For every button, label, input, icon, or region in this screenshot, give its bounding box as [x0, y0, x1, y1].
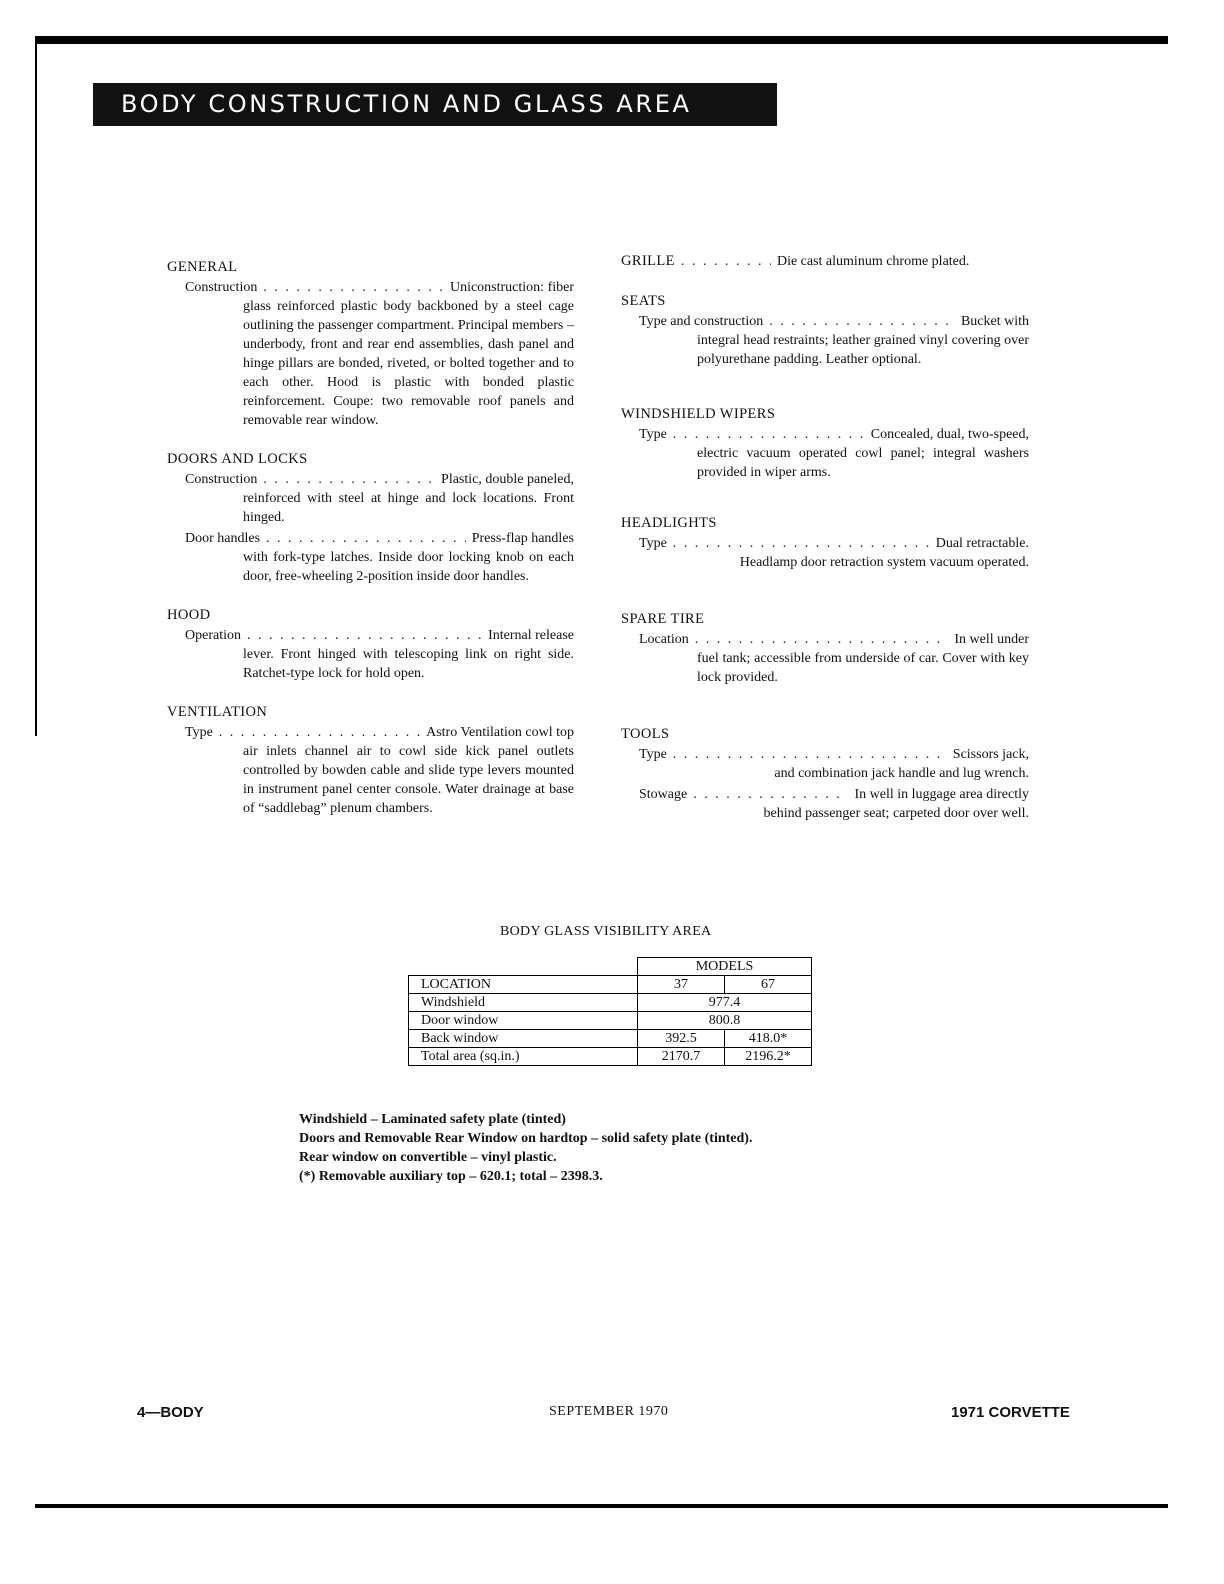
leader-dots [219, 723, 420, 742]
note-line: Doors and Removable Rear Window on hardtop – solid safety plate (tinted). [299, 1131, 753, 1146]
spec-value: Uniconstruction: fiber [449, 280, 574, 295]
spec-entry [639, 785, 1029, 823]
section-title: DOORS AND LOCKS [167, 451, 308, 467]
section-title: TOOLS [621, 726, 670, 742]
table-row [409, 1048, 812, 1066]
leader-dots [693, 785, 848, 804]
table-cell: 2196.2* [725, 1048, 812, 1066]
section-title: HOOD [167, 607, 211, 623]
footer-date: SEPTEMBER 1970 [549, 1404, 669, 1419]
spec-text: electric vacuum operated cowl panel; integral washers provided in wiper arms. [697, 446, 1029, 480]
leader-dots [673, 425, 865, 444]
table-cell: 418.0* [725, 1030, 812, 1048]
table-cell: 392.5 [638, 1030, 725, 1048]
glass-area-table [408, 957, 812, 1066]
spec-entry [639, 630, 1029, 687]
section-doors-locks [167, 450, 574, 586]
spec-entry [185, 723, 574, 818]
spec-text: integral head restraints; leather grained vinyl covering over polyurethane padding. Leather optional. [697, 333, 1029, 367]
footer-model: 1971 CORVETTE [951, 1404, 1070, 1421]
top-rule [35, 36, 1168, 44]
spec-value: In well in luggage area directly [854, 787, 1029, 802]
table-cell: 977.4 [638, 994, 812, 1012]
table-cell: Total area (sq.in.) [409, 1048, 638, 1066]
section-title: WINDSHIELD WIPERS [621, 406, 776, 422]
spec-value: Astro Ventilation cowl top [426, 725, 574, 740]
section-windshield-wipers [621, 405, 1029, 482]
section-ventilation [167, 703, 574, 818]
section-title: VENTILATION [167, 704, 268, 720]
leader-dots [673, 534, 930, 553]
bottom-rule [35, 1504, 1168, 1508]
section-title: SPARE TIRE [621, 611, 705, 627]
glass-notes [299, 1110, 752, 1186]
spec-text: reinforced with steel at hinge and lock locations. Front hinged. [243, 491, 574, 525]
leader-dots [681, 252, 771, 271]
spec-term: Construction [185, 472, 258, 487]
note-line: (*) Removable auxiliary top – 620.1; total – 2398.3. [299, 1169, 603, 1184]
leader-dots [266, 529, 466, 548]
spec-value: Scissors jack, [952, 747, 1029, 762]
model-b-header: 67 [725, 976, 812, 994]
section-title: HEADLIGHTS [621, 515, 717, 531]
spec-term: Stowage [639, 787, 688, 802]
spec-entry [185, 626, 574, 683]
spec-text: behind passenger seat; carpeted door over well. [763, 806, 1029, 821]
page-title: BODY CONSTRUCTION AND GLASS AREA [93, 83, 777, 126]
spec-value: Die cast aluminum chrome plated. [776, 254, 970, 269]
table-row [409, 976, 812, 994]
table-row [409, 994, 812, 1012]
spec-entry [185, 529, 574, 586]
section-title: SEATS [621, 293, 666, 309]
spec-value: Bucket with [960, 314, 1029, 329]
table-cell: 2170.7 [638, 1048, 725, 1066]
spec-term: Location [639, 632, 689, 647]
leader-dots [263, 470, 435, 489]
spec-text: and combination jack handle and lug wrench. [774, 766, 1029, 781]
table-row [409, 1012, 812, 1030]
spec-text: Headlamp door retraction system vacuum operated. [739, 555, 1029, 570]
models-header: MODELS [638, 958, 812, 976]
spec-entry [185, 470, 574, 527]
location-header: LOCATION [409, 976, 638, 994]
section-general [167, 258, 574, 430]
section-tools [621, 725, 1029, 823]
spec-term: Door handles [185, 531, 261, 546]
section-hood [167, 606, 574, 683]
spec-entry [639, 534, 1029, 572]
note-line: Rear window on convertible – vinyl plastic. [299, 1150, 557, 1165]
table-cell: 800.8 [638, 1012, 812, 1030]
spec-value: Press-flap handles [471, 531, 574, 546]
spec-term: Operation [185, 628, 241, 643]
section-seats [621, 292, 1029, 369]
note-line: Windshield – Laminated safety plate (tinted) [299, 1112, 566, 1127]
spec-term: Type [639, 427, 667, 442]
spec-entry [621, 252, 1029, 272]
model-a-header: 37 [638, 976, 725, 994]
left-rule [35, 36, 37, 736]
leader-dots [247, 626, 482, 645]
leader-dots [769, 312, 955, 331]
spec-term: Construction [185, 280, 258, 295]
left-column [167, 258, 574, 838]
spec-value: In well under [954, 632, 1029, 647]
table-cell: Door window [409, 1012, 638, 1030]
leader-dots [695, 630, 949, 649]
spec-entry [639, 425, 1029, 482]
section-grille [621, 252, 1029, 272]
spec-value: Plastic, double paneled, [441, 472, 574, 487]
footer-section-label: 4—BODY [137, 1404, 204, 1421]
table-cell: Windshield [409, 994, 638, 1012]
spec-value: Internal release [488, 628, 574, 643]
spec-term: Type [185, 725, 213, 740]
right-column [621, 252, 1029, 843]
section-title: GRILLE [621, 253, 675, 269]
section-title: GENERAL [167, 259, 238, 275]
spec-text: fuel tank; accessible from underside of car. Cover with key lock provided. [697, 651, 1029, 685]
spec-text: air inlets channel air to cowl side kick panel outlets controlled by bowden cable and slide type levers mounted in instrument panel center console. Water drainage at base of “saddlebag” plenum chambers. [243, 744, 574, 816]
spec-entry [639, 312, 1029, 369]
table-cell [409, 958, 638, 976]
spec-value: Dual retractable. [935, 536, 1029, 551]
spec-text: with fork-type latches. Inside door locking knob on each door, free-wheeling 2-position inside door handles. [243, 550, 574, 584]
leader-dots [263, 278, 444, 297]
section-spare-tire [621, 610, 1029, 687]
section-headlights [621, 514, 1029, 572]
spec-text: glass reinforced plastic body backboned by a steel cage outlining the passenger compartment. Principal members – underbody, front and rear end assemblies, dash panel and hinge pillars are bonded, riveted, or bolted together and to each other. Hood is plastic with bonded plastic reinforcement. Coupe: two removable roof panels and removable rear window. [243, 299, 574, 428]
spec-term: Type and construction [639, 314, 764, 329]
spec-term: Type [639, 747, 667, 762]
spec-entry [185, 278, 574, 430]
leader-dots [673, 745, 947, 764]
table-row [409, 958, 812, 976]
spec-value: Concealed, dual, two-speed, [870, 427, 1029, 442]
table-cell: Back window [409, 1030, 638, 1048]
table-row [409, 1030, 812, 1048]
spec-entry [639, 745, 1029, 783]
spec-term: Type [639, 536, 667, 551]
glass-area-title: BODY GLASS VISIBILITY AREA [500, 924, 712, 939]
spec-text: lever. Front hinged with telescoping link on right side. Ratchet-type lock for hold open. [243, 647, 574, 681]
